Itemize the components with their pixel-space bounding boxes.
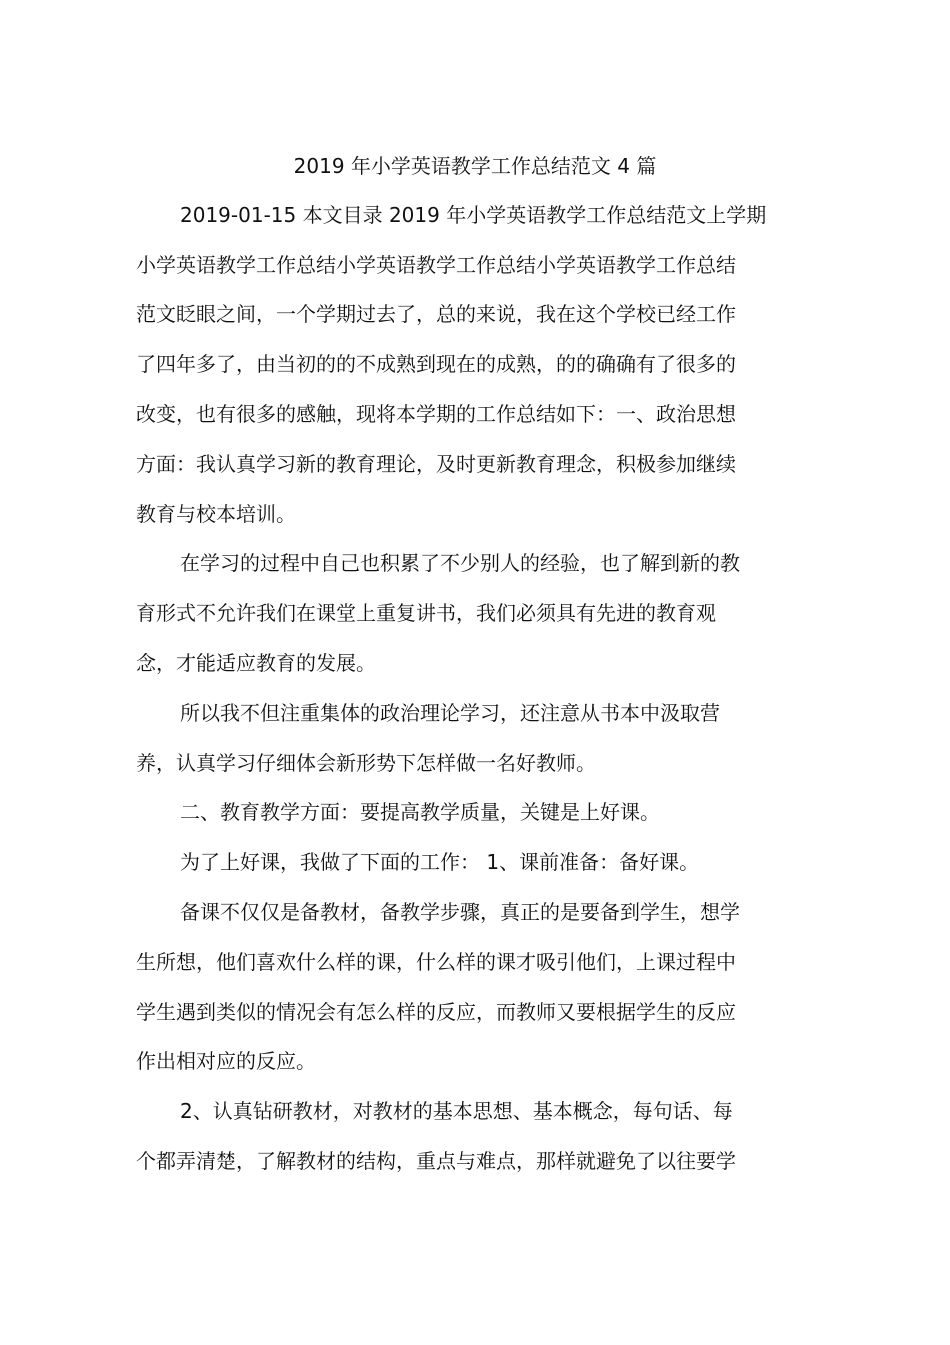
paragraph-line: 作出相对应的反应。 bbox=[136, 1049, 316, 1073]
paragraph-line: 方面：我认真学习新的教育理论，及时更新教育理念，积极参加继续 bbox=[136, 452, 736, 476]
paragraph-line: 2019-01-15 本文目录 2019 年小学英语教学工作总结范文上学期 bbox=[180, 203, 767, 227]
paragraph-line: 念，才能适应教育的发展。 bbox=[136, 651, 376, 675]
paragraph-line: 在学习的过程中自己也积累了不少别人的经验，也了解到新的教 bbox=[180, 551, 740, 575]
paragraph-line: 范文眨眼之间，一个学期过去了，总的来说，我在这个学校已经工作 bbox=[136, 302, 736, 326]
paragraph-line: 个都弄清楚，了解教材的结构，重点与难点，那样就避免了以往要学 bbox=[136, 1149, 736, 1173]
document-title: 2019 年小学英语教学工作总结范文 4 篇 bbox=[293, 154, 657, 178]
paragraph-line: 小学英语教学工作总结小学英语教学工作总结小学英语教学工作总结 bbox=[136, 253, 736, 277]
paragraph-line: 为了上好课，我做了下面的工作： 1、课前准备：备好课。 bbox=[180, 850, 700, 874]
paragraph-line: 生所想，他们喜欢什么样的课，什么样的课才吸引他们，上课过程中 bbox=[136, 950, 736, 974]
paragraph-line: 养，认真学习仔细体会新形势下怎样做一名好教师。 bbox=[136, 751, 596, 775]
paragraph-line: 育形式不允许我们在课堂上重复讲书，我们必须具有先进的教育观 bbox=[136, 601, 716, 625]
paragraph-line: 备课不仅仅是备教材，备教学步骤，真正的是要备到学生，想学 bbox=[180, 900, 740, 924]
paragraph-line: 学生遇到类似的情况会有怎么样的反应，而教师又要根据学生的反应 bbox=[136, 1000, 736, 1024]
paragraph-line: 改变，也有很多的感触，现将本学期的工作总结如下：一、政治思想 bbox=[136, 402, 736, 426]
paragraph-line: 二、教育教学方面：要提高教学质量，关键是上好课。 bbox=[180, 800, 660, 824]
paragraph-line: 所以我不但注重集体的政治理论学习，还注意从书本中汲取营 bbox=[180, 701, 720, 725]
paragraph-line: 了四年多了，由当初的的不成熟到现在的成熟，的的确确有了很多的 bbox=[136, 352, 736, 376]
paragraph-line: 2、认真钻研教材，对教材的基本思想、基本概念，每句话、每 bbox=[180, 1099, 733, 1123]
paragraph-line: 教育与校本培训。 bbox=[136, 502, 296, 526]
